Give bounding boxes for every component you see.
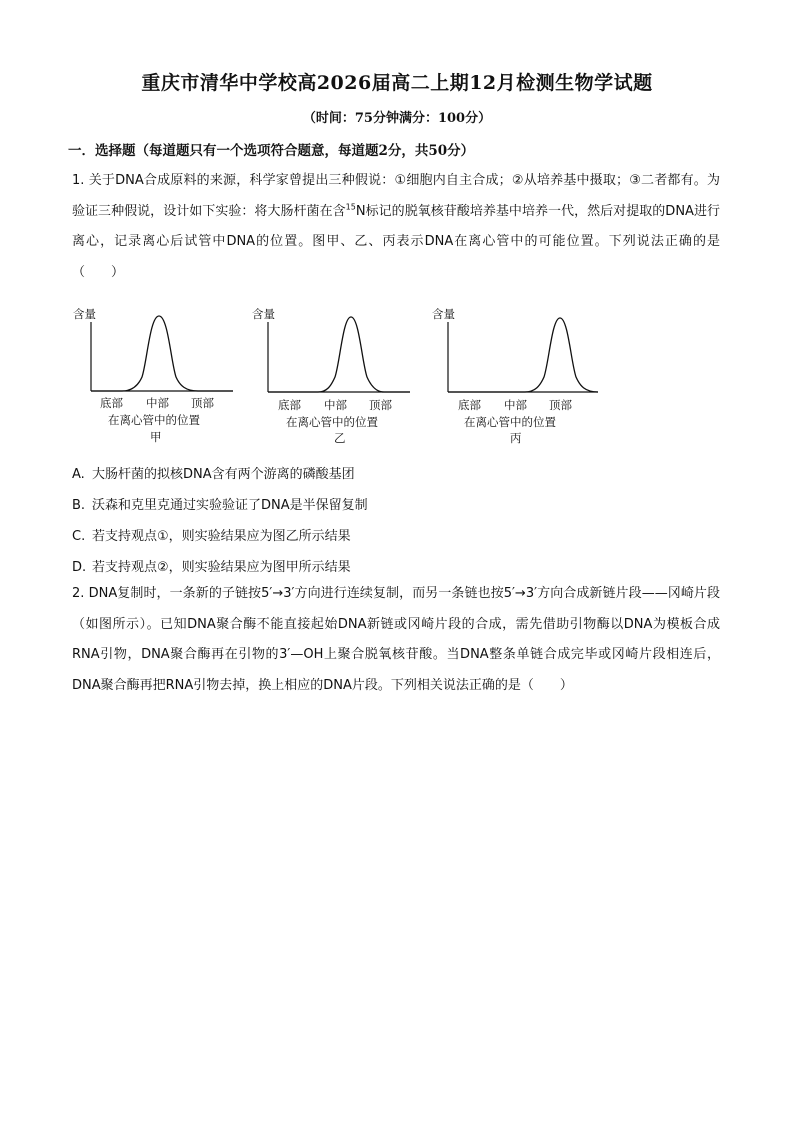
question-2-stem: 2. DNA复制时，一条新的子链按5′→3′方向进行连续复制，而另一条链也按5′→3′方向合成新链片段——冈崎片段（如图所示）。已知DNA聚合酶不能直接起始DNA新链或冈崎片段的合成，需先借助引物酶以DNA为模板合成RNA引物，DNA聚合酶再在引物的3′—OH上聚合脱氧核苷酸。当DNA整条单链合成完毕或冈崎片段相连后，DNA聚合酶再把RNA引物去掉，换上相应的DNA片段。下列相关说法正确的是（ ） (72, 586, 720, 693)
isotope-superscript: 15 (345, 202, 356, 212)
graph-name: 丙 (510, 431, 522, 445)
x-axis-label: 在离心管中的位置 (108, 413, 200, 427)
page-title: 重庆市清华中学校高2026届高二上期12月检测生物学试题 (141, 72, 653, 94)
tick-top: 顶部 (369, 398, 392, 412)
y-axis-label: 含量 (73, 307, 96, 321)
option-a[interactable] (72, 463, 355, 482)
distribution-curve (268, 317, 410, 392)
tick-bottom: 底部 (100, 396, 123, 410)
tick-middle: 中部 (146, 396, 169, 410)
distribution-curve (91, 316, 233, 391)
tick-top: 顶部 (191, 396, 214, 410)
graph-jia (70, 302, 250, 452)
exam-info: （时间：75分钟满分：100分） (302, 111, 492, 126)
option-d[interactable] (72, 556, 351, 575)
y-axis-label: 含量 (432, 307, 455, 321)
tick-bottom: 底部 (458, 398, 481, 412)
option-text: 大肠杆菌的拟核DNA含有两个游离的磷酸基团 (92, 467, 355, 482)
x-axis-label: 在离心管中的位置 (464, 415, 556, 429)
tick-middle: 中部 (324, 398, 347, 412)
option-c[interactable] (72, 525, 351, 544)
option-label: B. (72, 498, 86, 513)
option-text: 若支持观点②，则实验结果应为图甲所示结果 (92, 560, 351, 575)
question-1-stem-part1: 1. 关于DNA合成原料的来源，科学家曾提出三种假说：①细胞内自主合成；②从培养基中摄取；③二者都有。为验证三种假说，设计如下实验：将大肠杆菌在含 (72, 173, 720, 219)
question-1-stem (72, 166, 720, 288)
option-text: 若支持观点①，则实验结果应为图乙所示结果 (92, 529, 351, 544)
graph-yi (250, 302, 430, 452)
option-label: D. (72, 560, 87, 575)
graph-bing (430, 302, 620, 452)
section-heading: 一．选择题（每道题只有一个选项符合题意，每道题2分，共50分） (68, 143, 475, 159)
tick-top: 顶部 (549, 398, 572, 412)
question-1-stem-part2: N标记的脱氧核苷酸培养基中培养一代，然后对提取的DNA进行离心，记录离心后试管中DNA的位置。图甲、乙、丙表示DNA在离心管中的可能位置。下列说法正确的是（ ） (72, 203, 720, 280)
option-label: A. (72, 467, 85, 482)
graph-name: 乙 (334, 431, 346, 445)
option-label: C. (72, 529, 86, 544)
y-axis-label: 含量 (252, 307, 275, 321)
distribution-curve (448, 318, 598, 392)
graph-name: 甲 (150, 430, 162, 444)
x-axis-label: 在离心管中的位置 (286, 415, 378, 429)
tick-bottom: 底部 (278, 398, 301, 412)
tick-middle: 中部 (504, 398, 527, 412)
option-b[interactable] (72, 494, 368, 513)
option-text: 沃森和克里克通过实验验证了DNA是半保留复制 (92, 498, 368, 513)
